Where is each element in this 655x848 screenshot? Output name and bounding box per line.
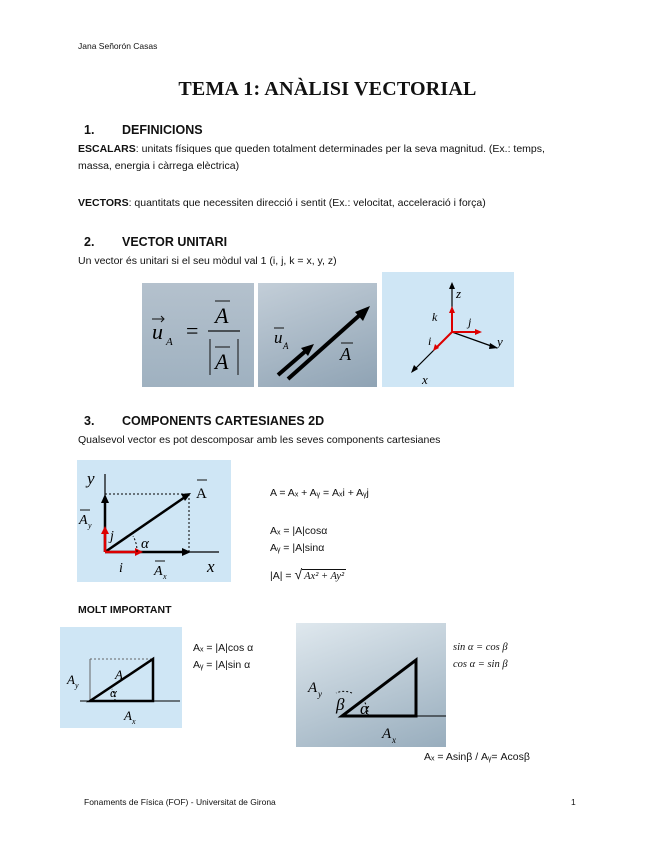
formula-denominator: A (215, 349, 229, 374)
section-1-heading (84, 123, 203, 137)
triangle (342, 660, 416, 716)
components-diagram-image (77, 460, 231, 582)
ax-head (182, 548, 191, 556)
ay-label: A (308, 680, 318, 696)
z-label: z (456, 286, 462, 301)
section-title: COMPONENTS CARTESIANES 2D (122, 414, 325, 428)
section-title: DEFINICIONS (122, 123, 203, 137)
formula-u: u (152, 319, 163, 344)
y-label: y (497, 334, 503, 349)
ay-label: A (79, 513, 88, 528)
eq-ax-cos: Aₓ = |A|cosα (270, 525, 328, 537)
ay-label-sub: y (88, 521, 92, 530)
ax-label: A (154, 564, 163, 579)
z-axis-head (449, 282, 455, 289)
a-label: A (196, 486, 207, 502)
unit-vector-arrow (278, 349, 308, 375)
formula-equals: = (186, 318, 199, 343)
unit-u-sub: A (283, 341, 289, 351)
section-2-heading (84, 235, 227, 249)
section-title: VECTOR UNITARI (122, 235, 228, 249)
axes-3d-image (382, 272, 514, 387)
beta-arc (336, 691, 352, 693)
section-number: 2. (84, 235, 95, 249)
components-svg (77, 460, 231, 582)
ax-label: A (382, 726, 392, 742)
section-number: 3. (84, 414, 95, 428)
j-vector-head (475, 329, 482, 335)
unit-vector-a: A (340, 344, 351, 364)
escalars-paragraph (78, 141, 573, 175)
escalars-text: : unitats físiques que queden totalment determinades per la seva magnitud. (Ex.: temps, massa, energia i càrrega elèctrica) (78, 143, 545, 172)
i-vector (436, 332, 452, 348)
alpha-label: α (110, 685, 117, 700)
page-title: TEMA 1: ANÀLISI VECTORIAL (178, 78, 477, 100)
ax-label-sub: x (132, 717, 136, 726)
a-label: A (115, 667, 123, 682)
k-label: k (432, 310, 438, 324)
unit-vector-formula-image (142, 283, 254, 387)
triangle-small-image (60, 627, 182, 728)
eq-sin-cos: sin α = cos β (453, 642, 508, 653)
sqrt-symbol: √ (294, 566, 303, 582)
ay-head (101, 494, 109, 503)
eq-final: Aₓ = Asinβ / Aᵧ= Acosβ (424, 751, 530, 763)
unit-u: u (274, 328, 283, 347)
ay-label: A (67, 672, 75, 687)
axes-3d-svg (382, 272, 514, 387)
alpha-label: α (360, 699, 369, 718)
ay-label-sub: y (318, 689, 322, 699)
triangle-small-svg (60, 627, 182, 728)
ax-label-sub: x (163, 572, 167, 581)
vectors-term: VECTORS (78, 197, 129, 209)
eq-modulus (270, 566, 346, 582)
eq-decomposition: A = Aₓ + Aᵧ = Aₓi + Aᵧj (270, 487, 369, 499)
components-text: Qualsevol vector es pot descomposar amb les seves components cartesianes (78, 434, 441, 446)
x-label: x (207, 557, 215, 576)
modulus-lhs: |A| = (270, 570, 292, 582)
x-label: x (422, 372, 428, 387)
eq-cos-sin: cos α = sin β (453, 659, 508, 670)
alpha-label: α (141, 536, 149, 552)
eq-ax-cos-2: Aₓ = |A|cos α (193, 642, 254, 654)
j-label: j (110, 529, 114, 544)
y-label: y (87, 469, 95, 488)
page-number: 1 (571, 797, 576, 807)
triangle-large-svg (296, 623, 446, 747)
j-label: j (468, 315, 472, 329)
x-axis-head (411, 365, 418, 373)
vectors-text: : quantitats que necessiten direcció i sentit (Ex.: velocitat, acceleració i força) (128, 197, 486, 209)
formula-u-sub: A (166, 336, 173, 348)
unit-arrows-svg (258, 283, 377, 387)
beta-label: β (336, 695, 345, 714)
author: Jana Señorón Casas (78, 41, 158, 51)
footer-text: Fonaments de Física (FOF) - Universitat de Girona (84, 797, 276, 807)
unit-vector-formula-svg (142, 283, 254, 387)
unit-vector-arrows-image (258, 283, 377, 387)
vectors-paragraph (78, 195, 578, 212)
ay-label-sub: y (75, 681, 79, 690)
ax-label: A (124, 708, 132, 723)
y-axis (452, 332, 494, 347)
section-3-heading (84, 414, 324, 428)
triangle-large-image (296, 623, 446, 747)
i-label: i (119, 561, 123, 576)
unit-vector-text: Un vector és unitari si el seu mòdul val 1 (i, j, k = x, y, z) (78, 255, 337, 267)
j-unit-head (101, 526, 109, 534)
escalars-term: ESCALARS (78, 143, 136, 155)
ax-label-sub: x (392, 735, 396, 745)
eq-ay-sin-2: Aᵧ = |A|sin α (193, 659, 251, 671)
modulus-radicand: Ax² + Ay² (304, 571, 345, 582)
molt-important-label: MOLT IMPORTANT (78, 604, 172, 616)
k-vector-head (449, 306, 455, 313)
eq-ay-sin: Aᵧ = |A|sinα (270, 542, 325, 554)
i-label: i (428, 334, 432, 348)
section-number: 1. (84, 123, 95, 137)
formula-numerator: A (215, 303, 229, 328)
